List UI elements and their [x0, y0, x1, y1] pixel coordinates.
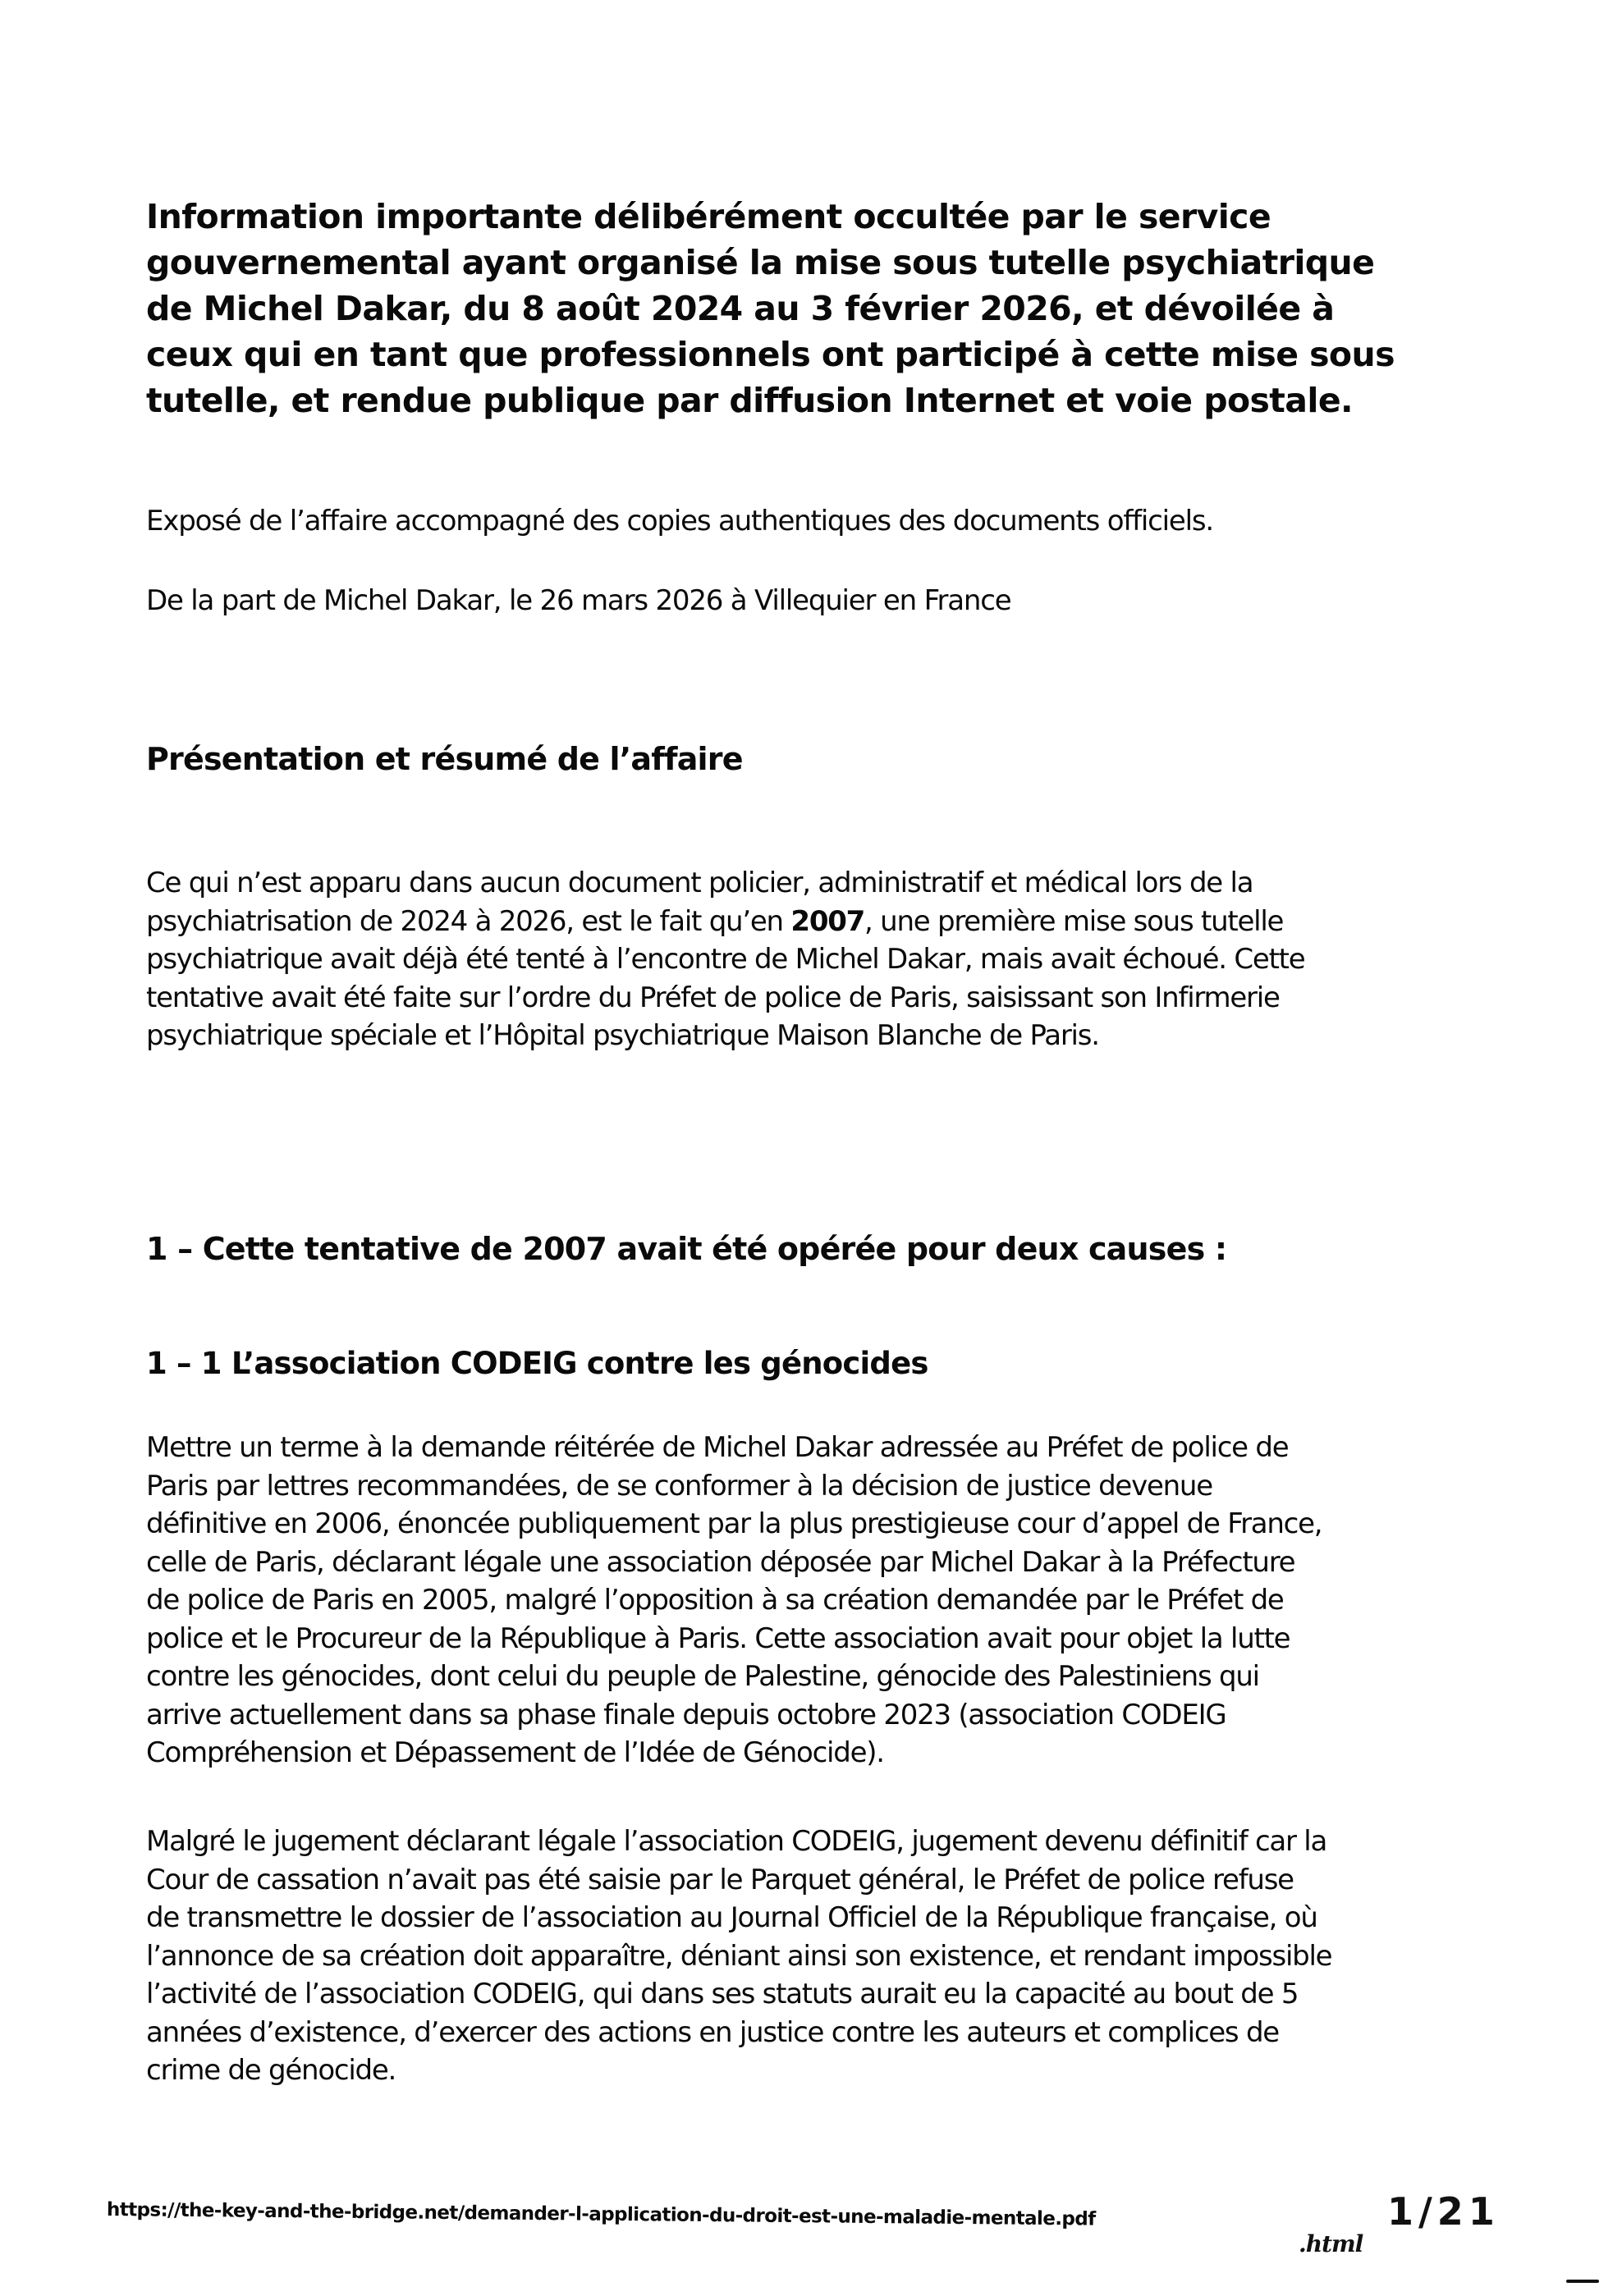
- paragraph-line: contre les génocides, dont celui du peuple de Palestine, génocide des Palestiniens qui: [146, 1660, 1259, 1693]
- paragraph-line: Compréhension et Dépassement de l’Idée de Génocide).: [146, 1736, 884, 1769]
- section-1-heading: 1 – Cette tentative de 2007 avait été opérée pour deux causes :: [146, 1231, 1227, 1267]
- section-1-1-heading: 1 – 1 L’association CODEIG contre les génocides: [146, 1346, 928, 1381]
- intro-author-date: De la part de Michel Dakar, le 26 mars 2026 à Villequier en France: [146, 584, 1011, 617]
- text-run: psychiatrisation de 2024 à 2026, est le fait qu’en: [146, 904, 791, 938]
- presentation-paragraph: [146, 864, 1476, 1055]
- intro-exposition: Exposé de l’affaire accompagné des copies authentiques des documents officiels.: [146, 505, 1213, 537]
- paragraph-line: Malgré le jugement déclarant légale l’association CODEIG, jugement devenu définitif car la: [146, 1825, 1327, 1858]
- paragraph-line: de transmettre le dossier de l’association au Journal Officiel de la République française, où: [146, 1901, 1317, 1934]
- paragraph-line: l’activité de l’association CODEIG, qui dans ses statuts aurait eu la capacité au bout de 5: [146, 1978, 1299, 2010]
- paragraph-line: Cour de cassation n’avait pas été saisie par le Parquet général, le Préfet de police refuse: [146, 1863, 1294, 1896]
- codeig-paragraph-2: [146, 1823, 1476, 2090]
- paragraph-line: crime de génocide.: [146, 2054, 396, 2087]
- text-run: , une première mise sous tutelle: [864, 904, 1284, 938]
- paragraph-line: celle de Paris, déclarant légale une association déposée par Michel Dakar à la Préfecture: [146, 1545, 1295, 1579]
- paragraph-line: Ce qui n’est apparu dans aucun document policier, administratif et médical lors de la: [146, 867, 1253, 899]
- title-line: gouvernemental ayant organisé la mise sous tutelle psychiatrique: [146, 243, 1375, 282]
- title-line: tutelle, et rendue publique par diffusion Internet et voie postale.: [146, 381, 1354, 420]
- handwritten-extension-correction: .html: [1299, 2230, 1363, 2257]
- codeig-paragraph-1: [146, 1429, 1476, 1772]
- year-emphasis: 2007: [790, 904, 865, 938]
- paragraph-line: arrive actuellement dans sa phase finale depuis octobre 2023 (association CODEIG: [146, 1698, 1226, 1731]
- title-line: de Michel Dakar, du 8 août 2024 au 3 février 2026, et dévoilée à: [146, 289, 1335, 328]
- footer-url: https://the-key-and-the-bridge.net/demander-l-application-du-droit-est-une-maladie-mentale.pdf: [106, 2199, 1096, 2230]
- paragraph-line: Mettre un terme à la demande réitérée de Michel Dakar adressée au Préfet de police de: [146, 1431, 1289, 1464]
- paragraph-line: police et le Procureur de la République à Paris. Cette association avait pour objet la lutte: [146, 1621, 1290, 1655]
- paragraph-line: tentative avait été faite sur l’ordre du Préfet de police de Paris, saisissant son Infirmerie: [146, 981, 1280, 1014]
- paragraph-line: psychiatrique avait déjà été tenté à l’encontre de Michel Dakar, mais avait échoué. Cette: [146, 943, 1305, 976]
- presentation-heading: Présentation et résumé de l’affaire: [146, 741, 743, 777]
- document-title: [146, 194, 1476, 423]
- paragraph-line: définitive en 2006, énoncée publiquement par la plus prestigieuse cour d’appel de France,: [146, 1507, 1322, 1540]
- paragraph-line: [146, 903, 1476, 941]
- paragraph-line: années d’existence, d’exercer des actions en justice contre les auteurs et complices de: [146, 2015, 1279, 2049]
- paragraph-line: psychiatrique spéciale et l’Hôpital psychiatrique Maison Blanche de Paris.: [146, 1019, 1099, 1052]
- title-line: Information importante délibérément occultée par le service: [146, 197, 1271, 236]
- paragraph-line: de police de Paris en 2005, malgré l’opposition à sa création demandée par le Préfet de: [146, 1584, 1284, 1617]
- paragraph-line: Paris par lettres recommandées, de se conformer à la décision de justice devenue: [146, 1469, 1212, 1502]
- scan-artifact-mark: [1566, 2280, 1599, 2283]
- handwritten-page-number: 1/21: [1387, 2189, 1500, 2234]
- paragraph-line: l’annonce de sa création doit apparaître, déniant ainsi son existence, et rendant impossible: [146, 1939, 1332, 1973]
- title-line: ceux qui en tant que professionnels ont participé à cette mise sous: [146, 335, 1395, 374]
